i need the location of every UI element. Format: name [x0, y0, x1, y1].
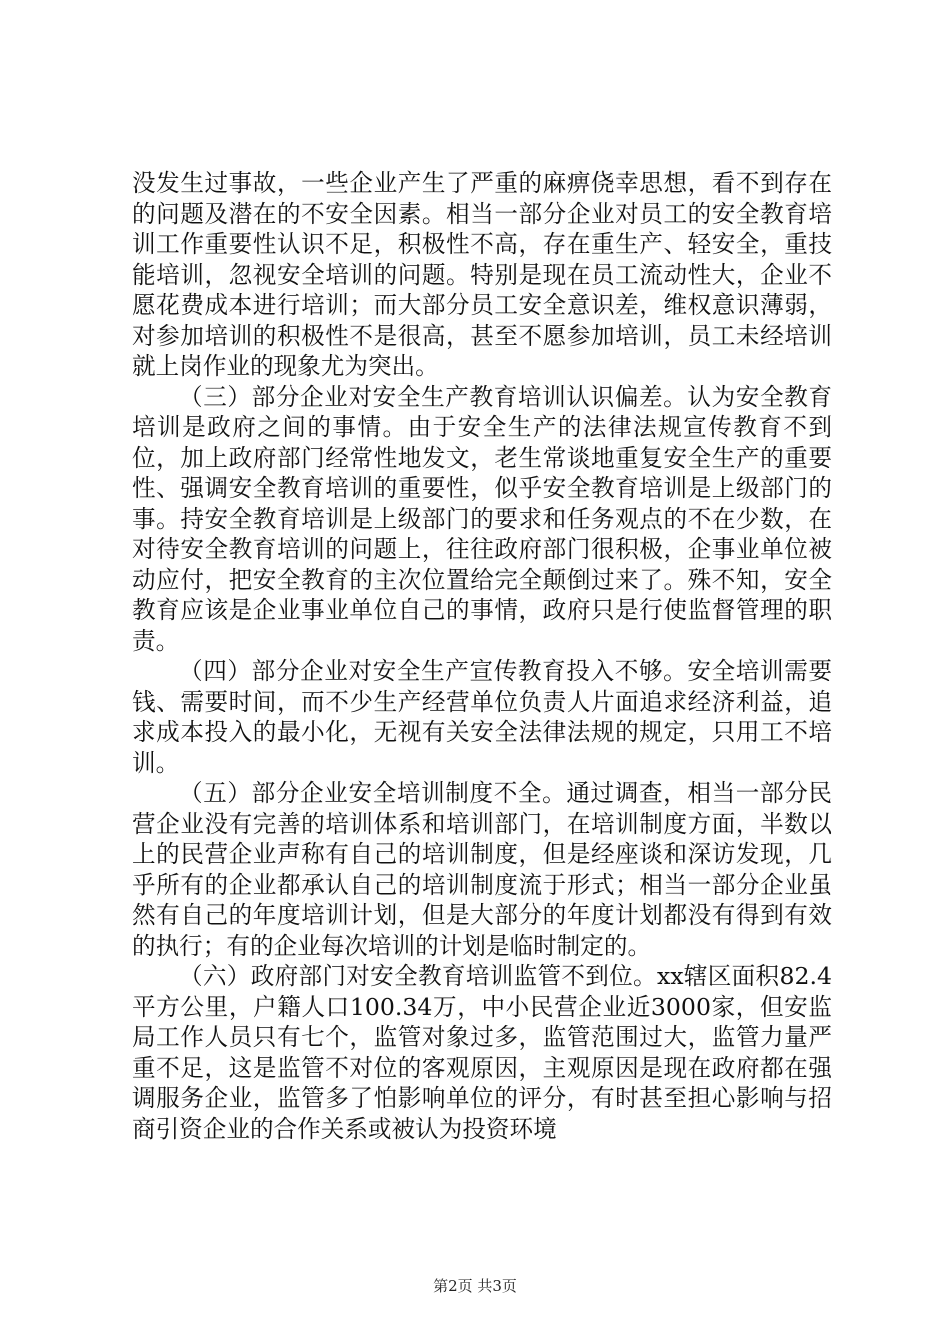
paragraph-4: （五）部分企业安全培训制度不全。通过调查，相当一部分民营企业没有完善的培训体系和培训部门，在培训制度方面，半数以上的民营企业声称有自己的培训制度，但是经座谈和深访发现，几乎所有的企业都承认自己的培训制度流于形式；相当一部分企业虽然有自己的年度培训计划，但是大部分的年度计划都没有得到有效的执行；有的企业每次培训的计划是临时制定的。: [132, 779, 832, 960]
paragraph-3: （四）部分企业对安全生产宣传教育投入不够。安全培训需要钱、需要时间，而不少生产经营单位负责人片面追求经济利益，追求成本投入的最小化，无视有关安全法律法规的规定，只用工不培训。: [132, 657, 832, 777]
paragraph-5: （六）政府部门对安全教育培训监管不到位。xx辖区面积82.4平方公里，户籍人口100.34万，中小民营企业近3000家，但安监局工作人员只有七个，监管对象过多，监管范围过大，监管力量严重不足，这是监管不对位的客观原因，主观原因是现在政府都在强调服务企业，监管多了怕影响单位的评分，有时甚至担心影响与招商引资企业的合作关系或被认为投资环境: [132, 962, 832, 1143]
paragraph-1: 没发生过事故，一些企业产生了严重的麻痹侥幸思想，看不到存在的问题及潜在的不安全因素。相当一部分企业对员工的安全教育培训工作重要性认识不足，积极性不高，存在重生产、轻安全，重技能培训，忽视安全培训的问题。特别是现在员工流动性大，企业不愿花费成本进行培训；而大部分员工安全意识差，维权意识薄弱，对参加培训的积极性不是很高，甚至不愿参加培训，员工未经培训就上岗作业的现象尤为突出。: [132, 169, 832, 380]
paragraph-2: （三）部分企业对安全生产教育培训认识偏差。认为安全教育培训是政府之间的事情。由于安全生产的法律法规宣传教育不到位，加上政府部门经常性地发文，老生常谈地重复安全生产的重要性、强调安全教育培训的重要性，似乎安全教育培训是上级部门的事。持安全教育培训是上级部门的要求和任务观点的不在少数，在对待安全教育培训的问题上，往往政府部门很积极，企事业单位被动应付，把安全教育的主次位置给完全颠倒过来了。殊不知，安全教育应该是企业事业单位自己的事情，政府只是行使监督管理的职责。: [132, 382, 832, 655]
document-body: [132, 168, 832, 1144]
page-number-footer: 第2页 共3页: [433, 1277, 517, 1295]
